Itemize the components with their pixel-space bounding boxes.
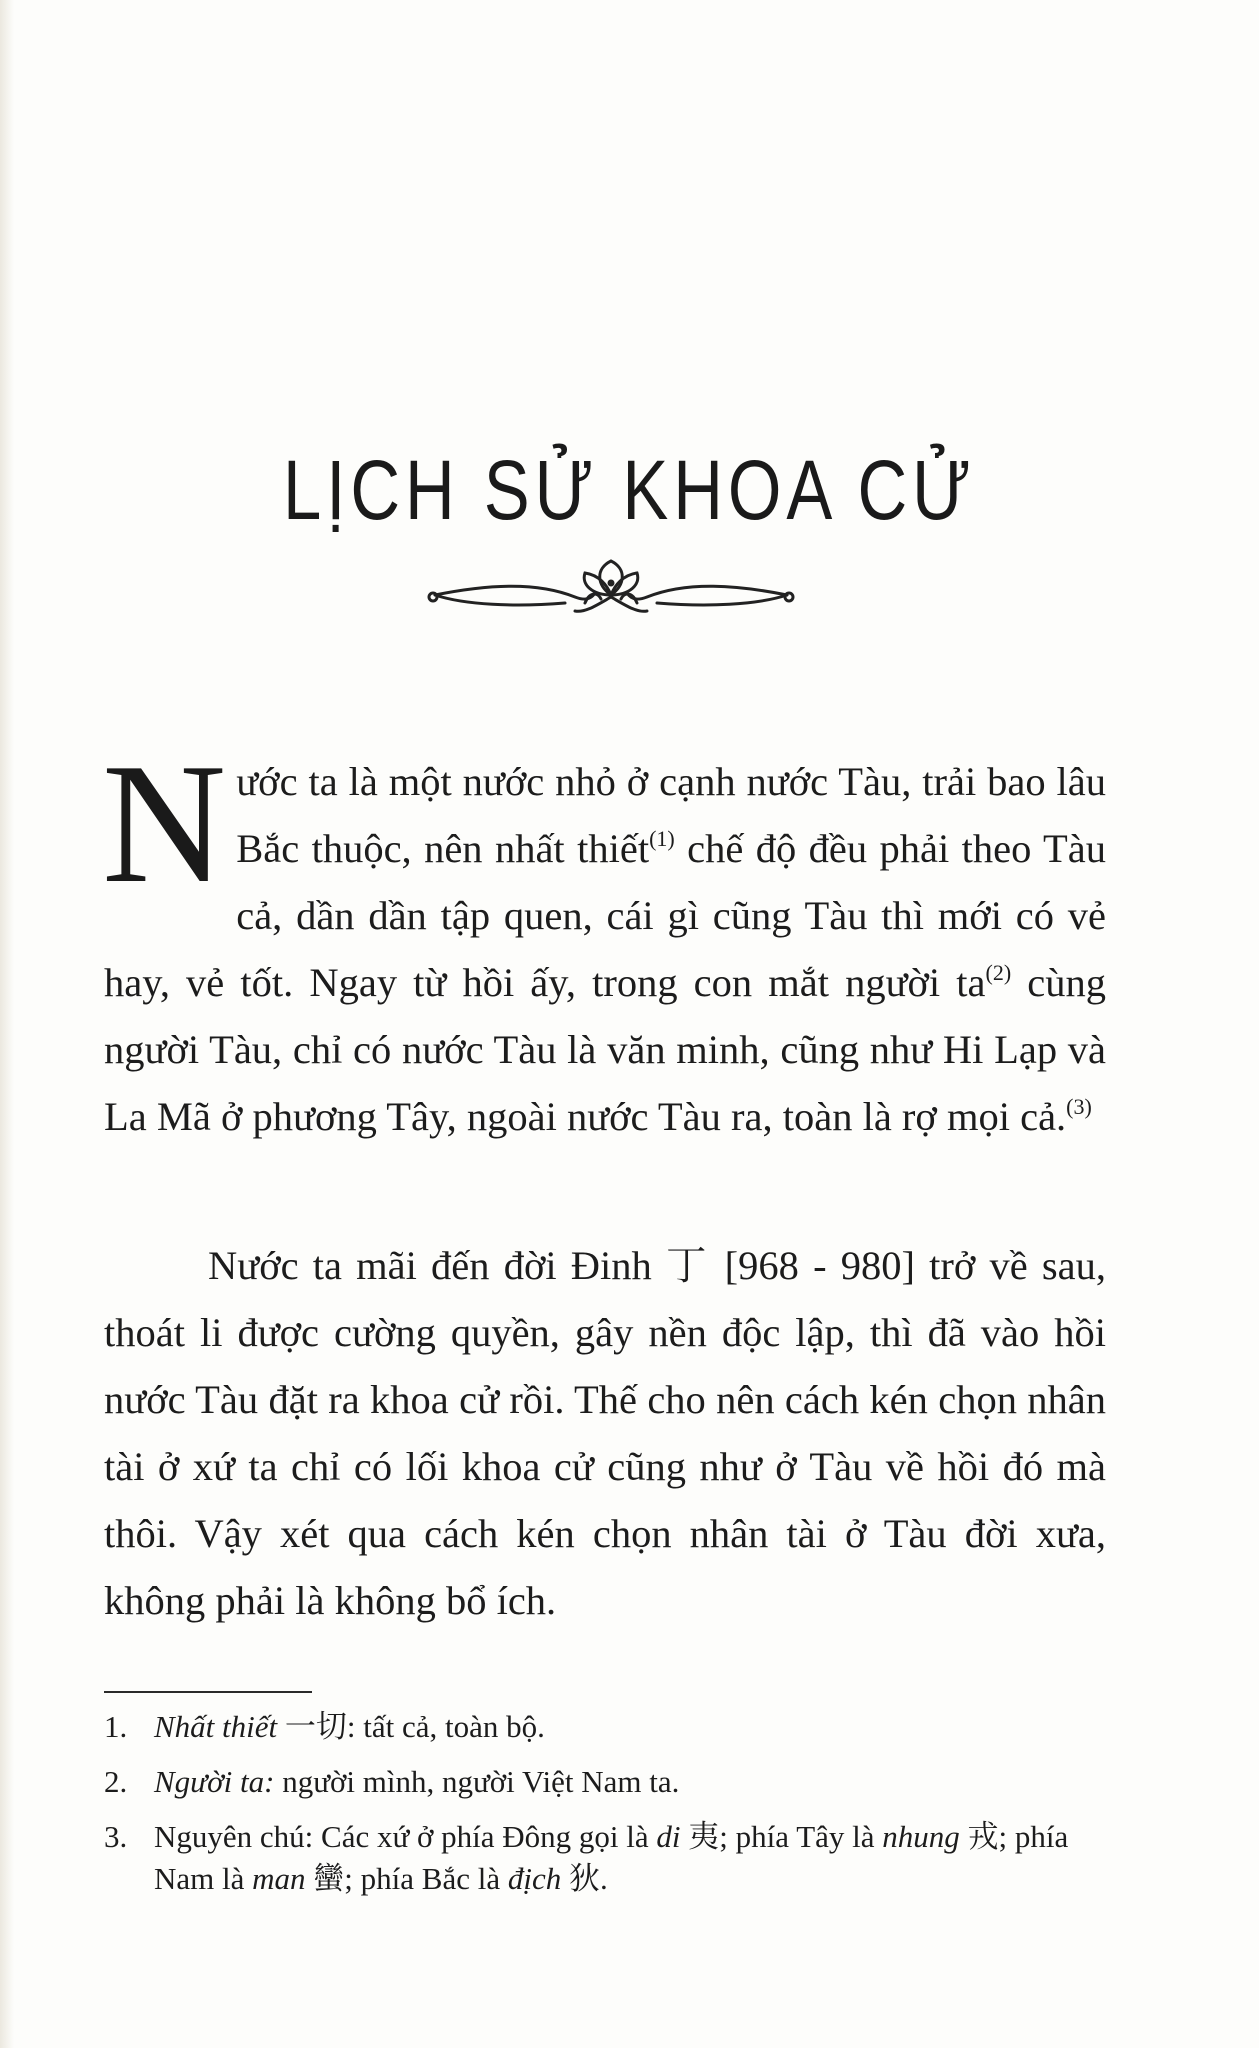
- paragraph-1: [102, 729, 1106, 1150]
- page-edge-shadow: [0, 0, 14, 2048]
- footnote-1: [104, 1706, 1114, 1748]
- paragraph-1-text-c: cùng người Tàu, chỉ có nước Tàu là văn minh, cũng như Hi Lạp và La Mã ở phương Tây, ngoài nước Tàu ra, toàn là rợ mọi cả.: [104, 960, 1106, 1139]
- footnote-term: Nhất thiết: [154, 1709, 278, 1744]
- footnote-text: Nguyên chú: Các xứ ở phía Đông gọi là: [154, 1819, 657, 1854]
- footnote-text: 蠻; phía Bắc là: [305, 1861, 508, 1896]
- footnote-term-west: nhung: [882, 1819, 960, 1854]
- footnote-number: 3.: [104, 1819, 128, 1854]
- footnotes-list: [104, 1706, 1114, 1913]
- footnote-text: 戎; phía Nam là: [154, 1819, 1069, 1896]
- footnote-text: 一切: tất cả, toàn bộ.: [277, 1709, 545, 1744]
- footnote-text: 夷; phía Tây là: [680, 1819, 883, 1854]
- drop-cap: N: [102, 729, 227, 919]
- footnote-3: [104, 1816, 1114, 1900]
- chapter-title: LỊCH SỬ KHOA CỬ: [283, 443, 976, 537]
- footnote-ref-1: (1): [649, 826, 675, 851]
- footnote-number: 1.: [104, 1709, 128, 1744]
- footnote-ref-2: (2): [985, 960, 1012, 985]
- footnote-text: 狄.: [561, 1861, 608, 1896]
- floral-ornament-icon: [425, 555, 797, 625]
- footnote-number: 2.: [104, 1764, 128, 1799]
- footnote-ref-3: (3): [1066, 1094, 1092, 1119]
- paragraph-1-text-b: chế độ đều phải theo Tàu cả, dần dần tập quen, cái gì cũng Tàu thì mới có vẻ hay, vẻ tốt. Ngay từ hồi ấy, trong con mắt người ta: [104, 826, 1106, 1005]
- paragraph-1-text-a: ước ta là một nước nhỏ ở cạnh nước Tàu, trải bao lâu Bắc thuộc, nên nhất thiết: [236, 759, 1106, 871]
- footnote-divider: [104, 1691, 312, 1693]
- footnote-2: [104, 1761, 1114, 1803]
- footnote-term: Người ta:: [154, 1764, 275, 1799]
- footnote-term-east: di: [656, 1819, 681, 1854]
- footnote-text: người mình, người Việt Nam ta.: [274, 1764, 680, 1799]
- footnote-term-south: man: [252, 1861, 306, 1896]
- footnote-term-north: địch: [507, 1861, 562, 1896]
- paragraph-2: Nước ta mãi đến đời Đinh 丁 [968 - 980] trở về sau, thoát li được cường quyền, gây nền độc lập, thì đã vào hồi nước Tàu đặt ra khoa cử rồi. Thế cho nên cách kén chọn nhân tài ở xứ ta chỉ có lối khoa cử cũng như ở Tàu về hồi đó mà thôi. Vậy xét qua cách kén chọn nhân tài ở Tàu đời xưa, không phải là không bổ ích.: [104, 1243, 1106, 1623]
